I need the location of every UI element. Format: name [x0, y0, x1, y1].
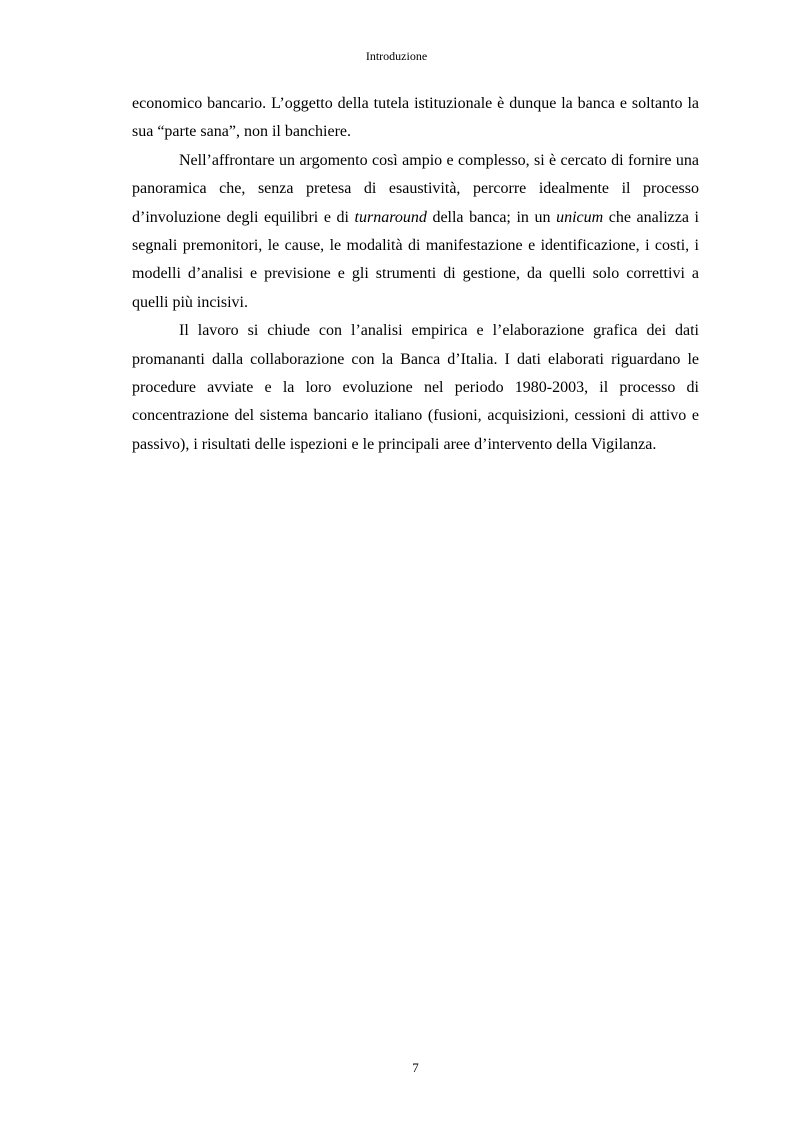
running-header: Introduzione: [365, 49, 428, 63]
term-unicum: unicum: [556, 208, 604, 226]
paragraph-scope-text-3: che analizza i segnali premonitori, le cause, le modalità di manifestazione e identificazione, i costi, i modelli d’analisi e previsione e gli strumenti di gestione, da quelli solo correttivi a quelli più incisivi.: [132, 208, 699, 311]
term-turnaround: turnaround: [354, 208, 427, 226]
paragraph-continuation: economico bancario. L’oggetto della tutela istituzionale è dunque la banca e soltanto la sua “parte sana”, non il banchiere.: [132, 95, 699, 141]
paragraph-scope: [132, 147, 699, 317]
paragraph-conclusion: Il lavoro si chiude con l’analisi empirica e l’elaborazione grafica dei dati promananti dalla collaborazione con la Banca d’Italia. I dati elaborati riguardano le procedure avviate e la loro evoluzione nel periodo 1980-2003, il processo di concentrazione del sistema bancario italiano (fusioni, acquisizioni, cessioni di attivo e passivo), i risultati delle ispezioni e le principali aree d’intervento della Vigilanza.: [132, 322, 699, 453]
body-text: [132, 90, 699, 459]
page-number: 7: [412, 1060, 419, 1075]
paragraph-scope-text-2: della banca; in un: [426, 208, 557, 226]
paragraph-scope-text-1: Nell’affrontare un argomento così ampio e complesso, si è cercato di fornire una panoramica che, senza pretesa di esaustività, percorre idealmente il processo d’involuzione degli equilibri e di: [132, 151, 699, 226]
